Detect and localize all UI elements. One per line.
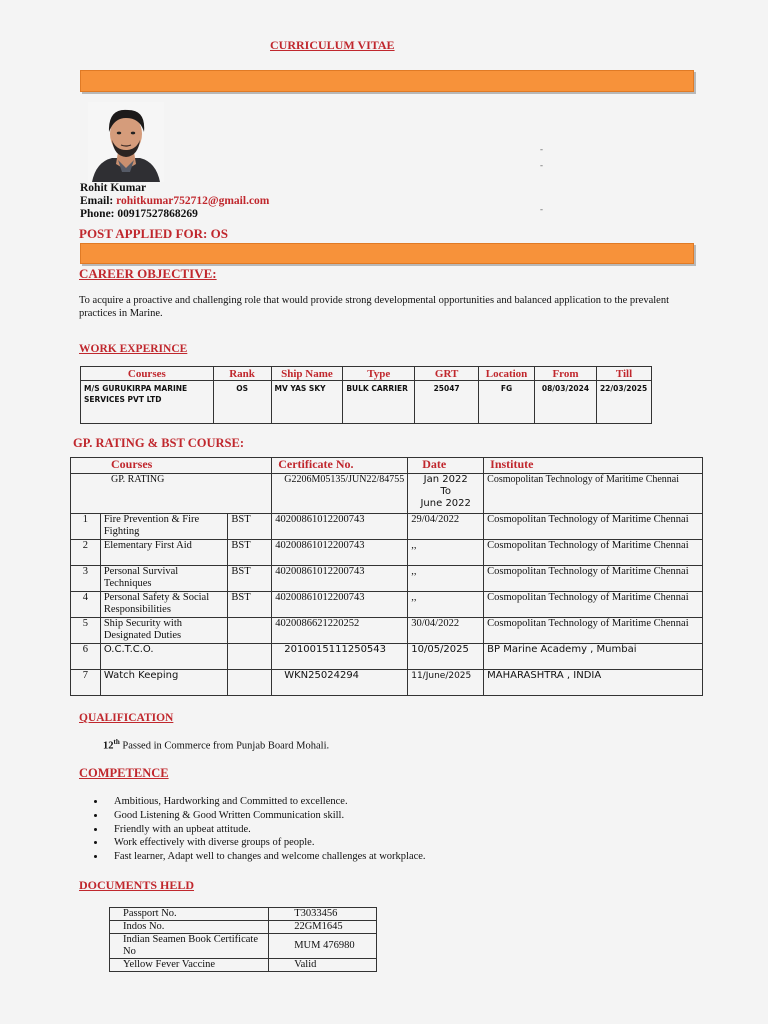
table-cell: 30/04/2022 bbox=[408, 618, 484, 644]
table-cell: ,, bbox=[408, 540, 484, 566]
table-cell: 4020086621220252 bbox=[272, 618, 408, 644]
column-header: Location bbox=[479, 367, 535, 381]
table-cell: BST bbox=[228, 566, 272, 592]
career-objective-heading: CAREER OBJECTIVE: bbox=[79, 266, 217, 281]
table-cell: 11/June/2025 bbox=[408, 670, 484, 696]
table-cell: 10/05/2025 bbox=[408, 644, 484, 670]
email-address[interactable]: rohitkumar752712@gmail.com bbox=[116, 195, 270, 207]
email-line bbox=[80, 195, 269, 208]
table-cell: M/S GURUKIRPA MARINE SERVICES PVT LTD bbox=[81, 381, 214, 424]
table-cell: 25047 bbox=[415, 381, 479, 424]
table-cell: 4 bbox=[71, 592, 101, 618]
table-cell: FG bbox=[479, 381, 535, 424]
list-item: • Ambitious, Hardworking and Committed to excellence. bbox=[106, 795, 426, 809]
competence-list bbox=[88, 795, 426, 864]
table-cell: BST bbox=[228, 540, 272, 566]
table-cell: MAHARASHTRA , INDIA bbox=[484, 670, 703, 696]
table-cell bbox=[228, 618, 272, 644]
table-cell: 22/03/2025 bbox=[596, 381, 651, 424]
column-header: From bbox=[535, 367, 597, 381]
gp-rating-heading: GP. RATING & BST COURSE: bbox=[73, 436, 244, 450]
table-row bbox=[71, 514, 703, 540]
table-cell: 29/04/2022 bbox=[408, 514, 484, 540]
table-cell: BST bbox=[228, 514, 272, 540]
table-cell: BP Marine Academy , Mumbai bbox=[484, 644, 703, 670]
table-row bbox=[71, 540, 703, 566]
list-item: • Fast learner, Adapt well to changes and welcome challenges at workplace. bbox=[106, 850, 426, 864]
table-cell: Indian Seamen Book Certificate No bbox=[110, 934, 269, 959]
candidate-name: Rohit Kumar bbox=[80, 182, 147, 194]
table-cell: 08/03/2024 bbox=[535, 381, 597, 424]
qualification-text bbox=[103, 738, 329, 752]
list-item: • Work effectively with diverse groups of people. bbox=[106, 836, 426, 850]
table-cell: Cosmopolitan Technology of Maritime Chennai bbox=[484, 540, 703, 566]
column-header: Courses bbox=[71, 458, 272, 474]
table-cell: 7 bbox=[71, 670, 101, 696]
table-row bbox=[71, 618, 703, 644]
documents-table bbox=[109, 907, 377, 972]
table-row bbox=[110, 934, 377, 959]
phone-line: Phone: 00917527868269 bbox=[80, 208, 198, 220]
table-cell: Watch Keeping bbox=[100, 670, 228, 696]
dash-mark: - bbox=[540, 144, 543, 154]
table-cell: Cosmopolitan Technology of Maritime Chennai bbox=[484, 474, 703, 514]
table-cell: Cosmopolitan Technology of Maritime Chennai bbox=[484, 592, 703, 618]
table-cell: Cosmopolitan Technology of Maritime Chennai bbox=[484, 514, 703, 540]
column-header: Type bbox=[343, 367, 415, 381]
table-cell: 2 bbox=[71, 540, 101, 566]
column-header: GRT bbox=[415, 367, 479, 381]
career-objective-text: To acquire a proactive and challenging role that would provide strong developmental opportunities and balanced application to the prevalent practices in Marine. bbox=[79, 295, 669, 319]
table-cell: O.C.T.C.O. bbox=[100, 644, 228, 670]
table-row bbox=[110, 908, 377, 921]
table-cell: Cosmopolitan Technology of Maritime Chennai bbox=[484, 618, 703, 644]
table-cell: ,, bbox=[408, 566, 484, 592]
table-cell: Valid bbox=[269, 959, 377, 972]
table-header-row bbox=[71, 458, 703, 474]
work-experience-heading: WORK EXPERINCE bbox=[79, 343, 188, 355]
table-cell: Elementary First Aid bbox=[100, 540, 228, 566]
dash-mark: - bbox=[540, 160, 543, 170]
table-cell: 6 bbox=[71, 644, 101, 670]
table-cell: 1 bbox=[71, 514, 101, 540]
table-cell: Indos No. bbox=[110, 921, 269, 934]
email-label: Email: bbox=[80, 195, 117, 207]
column-header: Courses bbox=[81, 367, 214, 381]
qualification-grade: 12 bbox=[103, 740, 114, 752]
document-title: CURRICULUM VITAE bbox=[270, 38, 395, 52]
table-cell: WKN25024294 bbox=[272, 670, 408, 696]
work-experience-table bbox=[80, 366, 652, 424]
table-cell: Personal Survival Techniques bbox=[100, 566, 228, 592]
table-cell: Cosmopolitan Technology of Maritime Chennai bbox=[484, 566, 703, 592]
column-header: Rank bbox=[213, 367, 271, 381]
table-cell: Passport No. bbox=[110, 908, 269, 921]
column-header: Till bbox=[596, 367, 651, 381]
table-row bbox=[71, 644, 703, 670]
orange-banner-middle bbox=[80, 243, 694, 264]
table-cell: 40200861012200743 bbox=[272, 566, 408, 592]
table-row bbox=[71, 670, 703, 696]
table-cell bbox=[228, 670, 272, 696]
table-cell: 40200861012200743 bbox=[272, 592, 408, 618]
table-cell: OS bbox=[213, 381, 271, 424]
table-cell: 40200861012200743 bbox=[272, 514, 408, 540]
profile-photo bbox=[88, 102, 164, 182]
qualification-grade-suffix: th bbox=[113, 738, 120, 746]
column-header: Certificate No. bbox=[272, 458, 408, 474]
table-cell: Personal Safety & Social Responsibilities bbox=[100, 592, 228, 618]
table-cell: T3033456 bbox=[269, 908, 377, 921]
table-cell: 5 bbox=[71, 618, 101, 644]
table-cell: BULK CARRIER bbox=[343, 381, 415, 424]
documents-heading: DOCUMENTS HELD bbox=[79, 878, 195, 892]
table-cell: BST bbox=[228, 592, 272, 618]
table-cell: GP. RATING bbox=[71, 474, 272, 514]
table-row bbox=[110, 959, 377, 972]
table-cell: 40200861012200743 bbox=[272, 540, 408, 566]
table-row bbox=[71, 474, 703, 514]
orange-banner-top bbox=[80, 70, 694, 92]
contact-block bbox=[80, 182, 269, 221]
competence-heading: COMPETENCE bbox=[79, 766, 169, 780]
post-applied: POST APPLIED FOR: OS bbox=[79, 226, 228, 241]
gp-rating-table bbox=[70, 457, 703, 696]
column-header: Institute bbox=[484, 458, 703, 474]
table-row bbox=[71, 592, 703, 618]
table-row bbox=[71, 566, 703, 592]
dash-mark: - bbox=[540, 204, 543, 214]
column-header: Ship Name bbox=[271, 367, 343, 381]
table-cell: MUM 476980 bbox=[269, 934, 377, 959]
table-cell: G2206M05135/JUN22/84755 bbox=[272, 474, 408, 514]
list-item: • Good Listening & Good Written Communication skill. bbox=[106, 809, 426, 823]
table-cell: MV YAS SKY bbox=[271, 381, 343, 424]
table-row bbox=[110, 921, 377, 934]
column-header: Date bbox=[408, 458, 484, 474]
table-cell: Ship Security with Designated Duties bbox=[100, 618, 228, 644]
table-cell: 3 bbox=[71, 566, 101, 592]
table-cell: Jan 2022 To June 2022 bbox=[408, 474, 484, 514]
table-row bbox=[81, 381, 652, 424]
table-cell: ,, bbox=[408, 592, 484, 618]
table-header-row bbox=[81, 367, 652, 381]
table-cell: Yellow Fever Vaccine bbox=[110, 959, 269, 972]
list-item: • Friendly with an upbeat attitude. bbox=[106, 823, 426, 837]
table-cell: Fire Prevention & Fire Fighting bbox=[100, 514, 228, 540]
table-cell: 22GM1645 bbox=[269, 921, 377, 934]
table-cell bbox=[228, 644, 272, 670]
qualification-heading: QUALIFICATION bbox=[79, 712, 174, 724]
qualification-detail: Passed in Commerce from Punjab Board Mohali. bbox=[119, 740, 330, 752]
table-cell: 2010015111250543 bbox=[272, 644, 408, 670]
